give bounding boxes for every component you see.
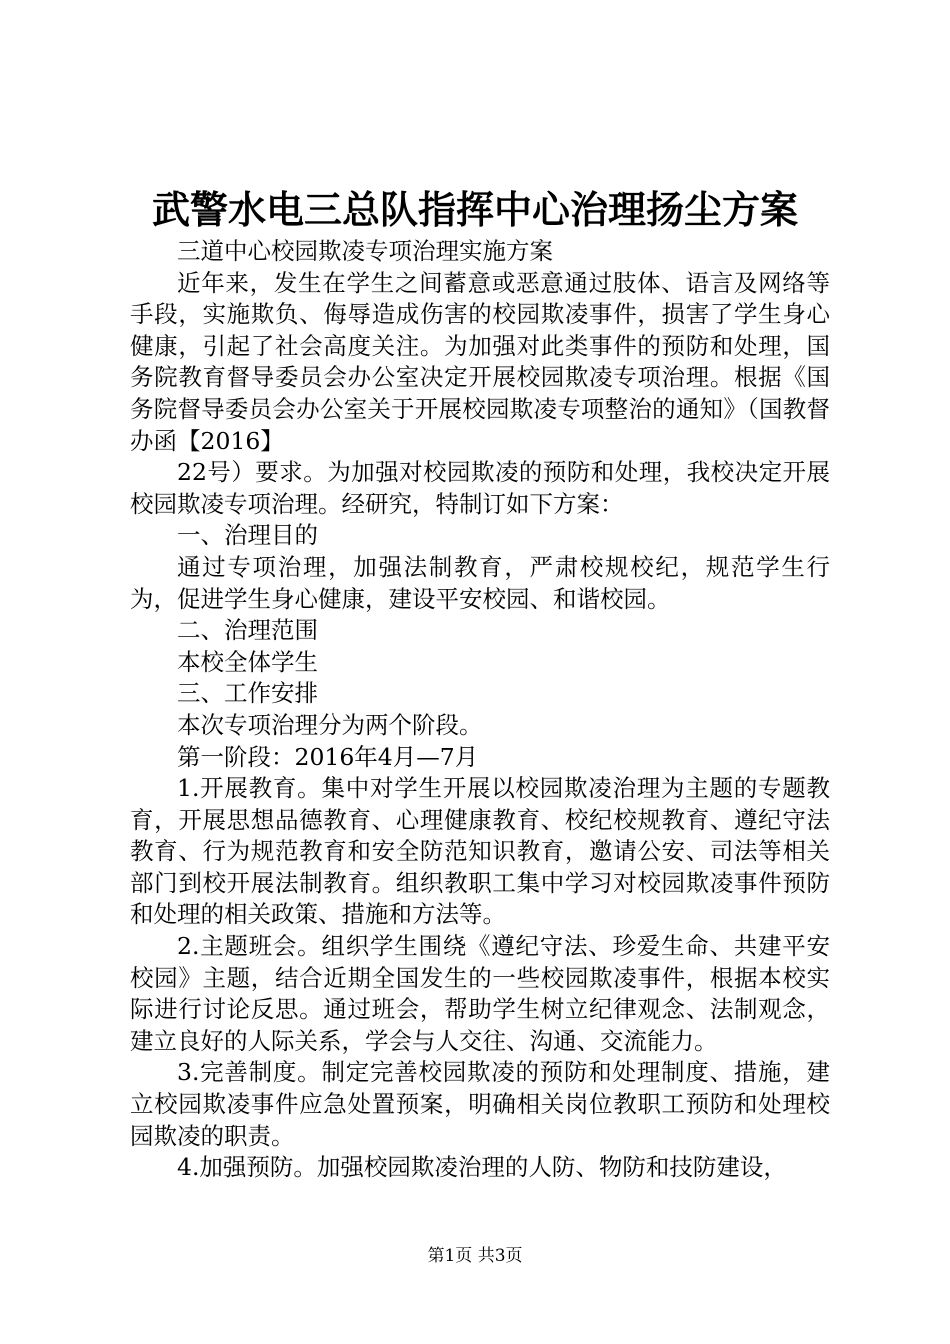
phase-one-heading: 第一阶段：2016年4月—7月: [177, 742, 479, 771]
item-4-paragraph: 4.加强预防。加强校园欺凌治理的人防、物防和技防建设，: [177, 1153, 787, 1182]
section-heading-arrangement: 三、工作安排: [177, 679, 318, 708]
section-heading-purpose: 一、治理目的: [177, 521, 318, 550]
page-number-footer: 第1页 共3页: [427, 1246, 523, 1266]
scope-paragraph: 本校全体学生: [177, 647, 318, 676]
arrangement-paragraph: 本次专项治理分为两个阶段。: [177, 710, 483, 739]
document-body: [130, 236, 830, 1184]
item-1-paragraph: 1.开展教育。集中对学生开展以校园欺凌治理为主题的专题教育，开展思想品德教育、心理健康教育、校纪校规教育、遵纪守法教育、行为规范教育和安全防范知识教育，邀请公安、司法等相关部门到校开展法制教育。组织教职工集中学习对校园欺凌事件预防和处理的相关政策、措施和方法等。: [130, 774, 830, 929]
section-heading-scope: 二、治理范围: [177, 616, 318, 645]
intro-paragraph: 近年来，发生在学生之间蓄意或恶意通过肢体、语言及网络等手段，实施欺负、侮辱造成伤害的校园欺凌事件，损害了学生身心健康，引起了社会高度关注。为加强对此类事件的预防和处理，国务院教育督导委员会办公室决定开展校园欺凌专项治理。根据《国务院督导委员会办公室关于开展校园欺凌专项整治的通知》（国教督办函【2016】: [130, 268, 830, 455]
item-2-paragraph: 2.主题班会。组织学生围绕《遵纪守法、珍爱生命、共建平安校园》主题，结合近期全国发生的一些校园欺凌事件，根据本校实际进行讨论反思。通过班会，帮助学生树立纪律观念、法制观念，建立良好的人际关系，学会与人交往、沟通、交流能力。: [130, 932, 830, 1055]
purpose-paragraph: 通过专项治理，加强法制教育，严肃校规校纪，规范学生行为，促进学生身心健康，建设平安校园、和谐校园。: [130, 552, 830, 613]
intro-continuation-paragraph: 22号）要求。为加强对校园欺凌的预防和处理，我校决定开展校园欺凌专项治理。经研究，特制订如下方案：: [130, 458, 830, 518]
subtitle-paragraph: 三道中心校园欺凌专项治理实施方案: [177, 237, 553, 265]
item-3-paragraph: 3.完善制度。制定完善校园欺凌的预防和处理制度、措施，建立校园欺凌事件应急处置预案，明确相关岗位教职工预防和处理校园欺凌的职责。: [130, 1058, 830, 1150]
document-title: 武警水电三总队指挥中心治理扬尘方案: [151, 188, 798, 232]
